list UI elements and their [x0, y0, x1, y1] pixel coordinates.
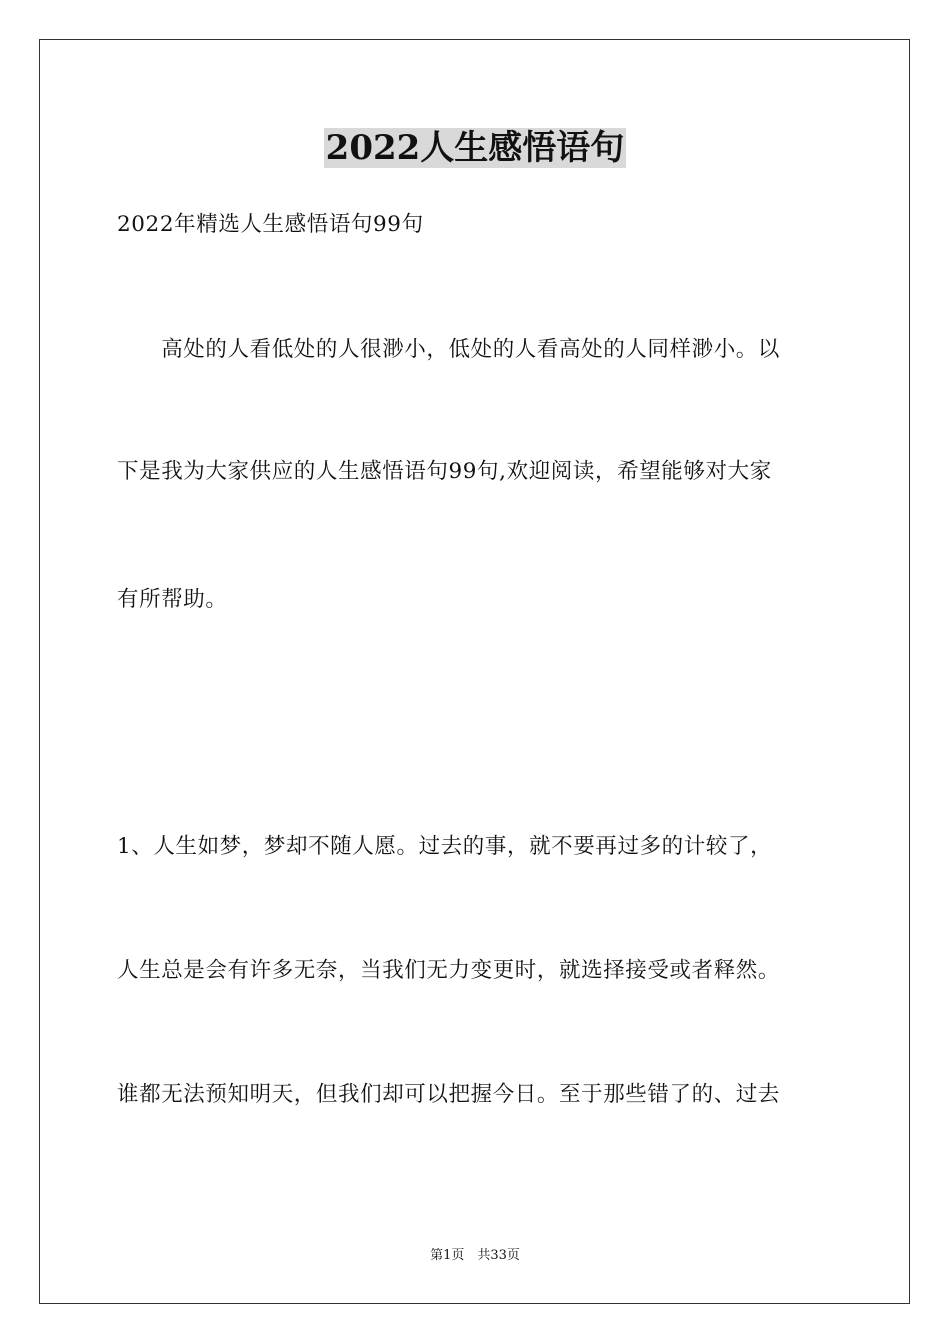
- paragraph-line-6: 谁都无法预知明天，但我们却可以把握今日。至于那些错了的、过去: [117, 1082, 781, 1107]
- paragraph-line-2: 下是我为大家供应的人生感悟语句99句,欢迎阅读，希望能够对大家: [117, 459, 772, 484]
- paragraph-line-3: 有所帮助。: [117, 587, 228, 612]
- document-title-text: 2022人生感悟语句: [325, 128, 625, 168]
- paragraph-line-5: 人生总是会有许多无奈，当我们无力变更时，就选择接受或者释然。: [117, 958, 781, 983]
- paragraph-line-1: 高处的人看低处的人很渺小，低处的人看高处的人同样渺小。以: [117, 337, 781, 362]
- paragraph-line-4: 1、人生如梦，梦却不随人愿。过去的事，就不要再过多的计较了，: [117, 834, 773, 859]
- document-subtitle: 2022年精选人生感悟语句99句: [117, 212, 424, 237]
- page-footer: 第1页 共33页: [430, 1248, 520, 1263]
- document-title: [0, 126, 950, 170]
